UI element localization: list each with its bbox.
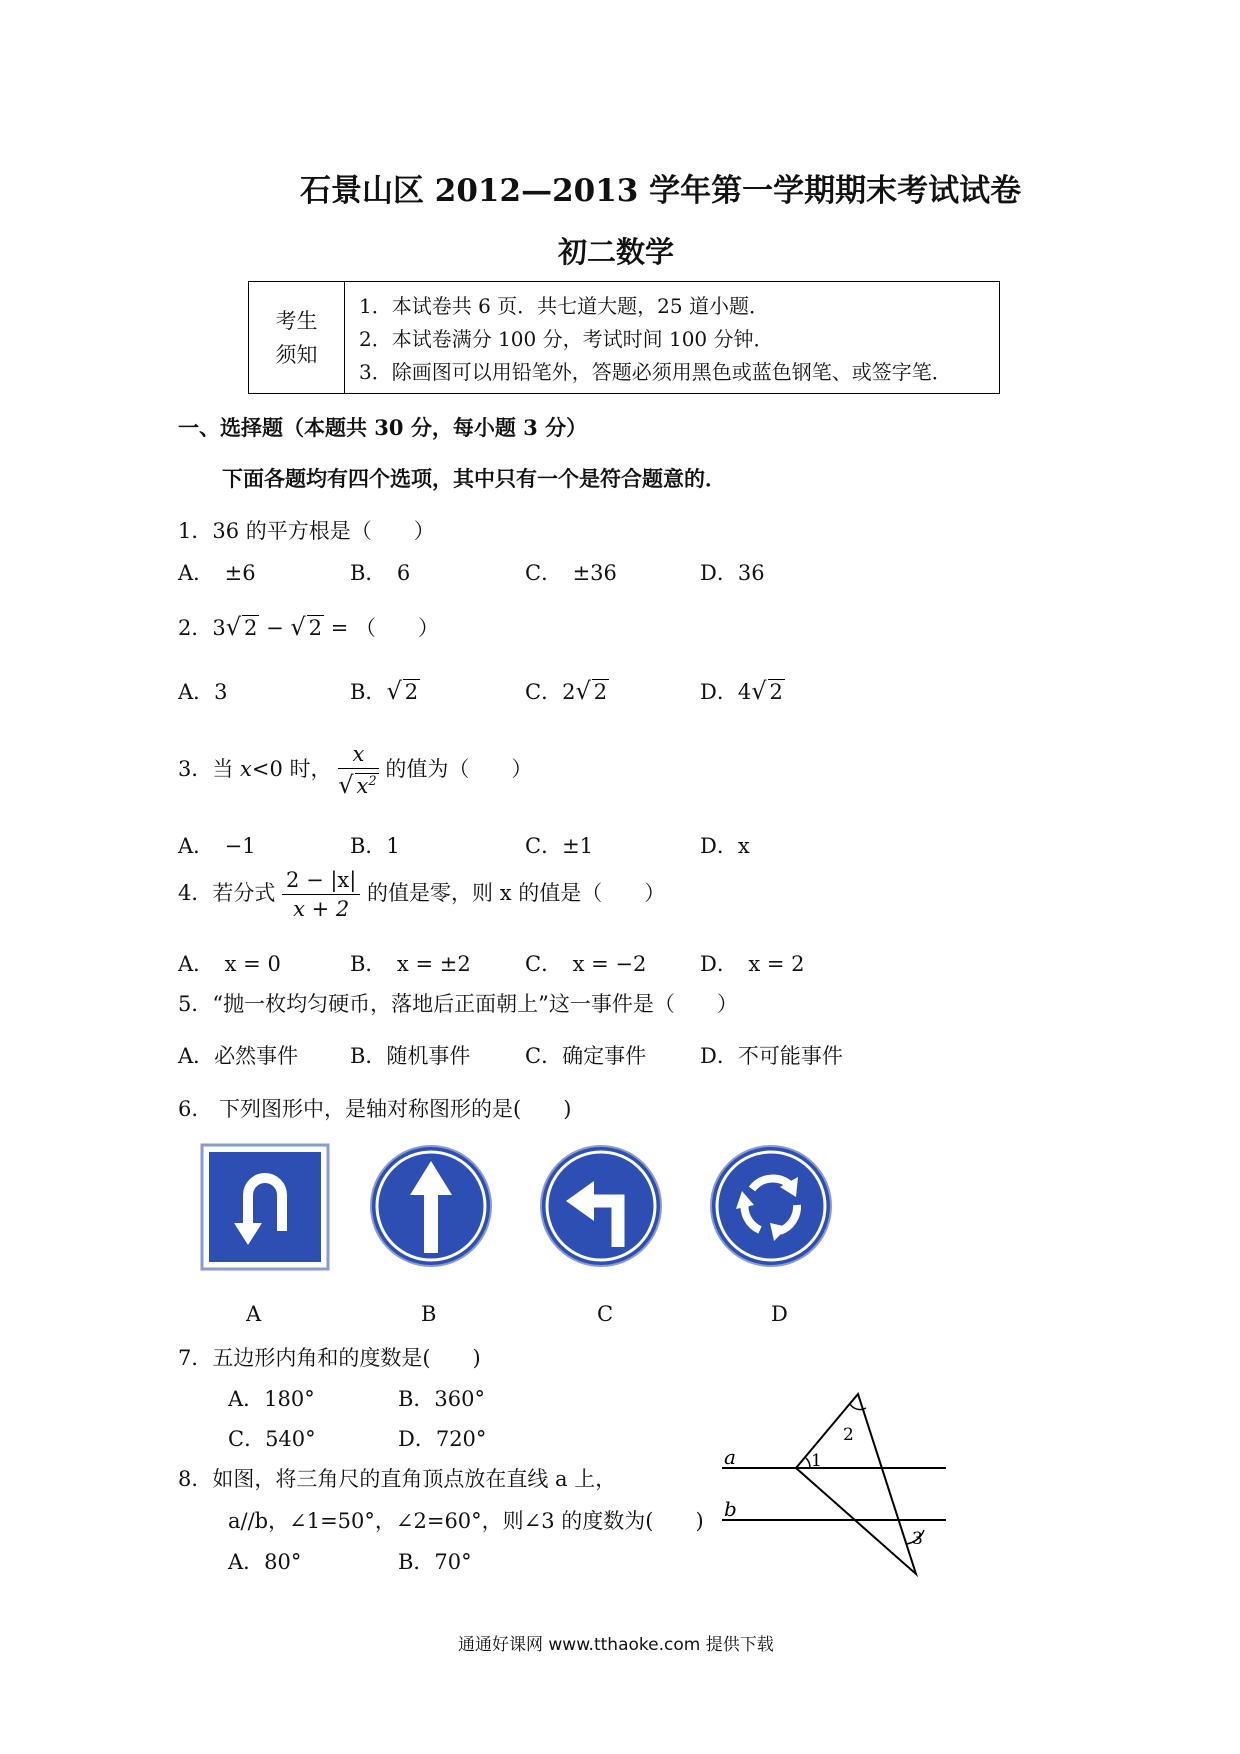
q1-option-a: A． ±6 bbox=[178, 561, 256, 585]
radical-sign: √ bbox=[290, 613, 306, 641]
q3-post: 的值为（ ） bbox=[385, 757, 533, 781]
q6-label-d: D bbox=[771, 1302, 788, 1326]
notice-label-line1: 考生 bbox=[275, 308, 318, 333]
label-angle-1: 1 bbox=[811, 1451, 822, 1471]
q2-eq: = （ ） bbox=[324, 616, 439, 640]
q2-option-c-label: C．2 bbox=[525, 680, 576, 704]
q3-numerator: x bbox=[338, 742, 378, 769]
q6-label-a: A bbox=[246, 1302, 262, 1326]
radical-sign: √ bbox=[751, 677, 767, 705]
label-a: a bbox=[724, 1445, 736, 1469]
q3-den-var: x bbox=[356, 774, 369, 798]
q8-option-b: B．70° bbox=[398, 1550, 472, 1574]
q4-pre: 4．若分式 bbox=[178, 881, 283, 905]
q3-option-d: D．x bbox=[700, 834, 750, 858]
q4-option-d: D． x = 2 bbox=[700, 952, 805, 976]
radical-sign: √ bbox=[386, 677, 402, 705]
q2-option-d bbox=[700, 676, 785, 706]
notice-box bbox=[248, 281, 1000, 394]
straight-ahead-sign-icon bbox=[368, 1143, 494, 1269]
q2-option-b bbox=[350, 676, 420, 706]
q2-radicand-2: 2 bbox=[308, 616, 323, 640]
q2-option-a: A．3 bbox=[178, 680, 228, 704]
q1-stem: 1．36 的平方根是（ ） bbox=[178, 519, 435, 543]
q2-option-b-radicand: 2 bbox=[404, 680, 419, 704]
q4-option-b: B． x = ±2 bbox=[350, 952, 471, 976]
section-instruction: 下面各题均有四个选项，其中只有一个是符合题意的． bbox=[222, 466, 726, 491]
notice-item: 3．除画图可以用铅笔外，答题必须用黑色或蓝色钢笔、或签字笔． bbox=[359, 360, 952, 384]
q7-option-b: B．360° bbox=[398, 1387, 486, 1411]
q4-denominator: x + 2 bbox=[293, 897, 350, 921]
roundabout-sign-icon bbox=[708, 1143, 834, 1269]
q7-stem: 7．五边形内角和的度数是( ) bbox=[178, 1346, 481, 1370]
q4-post: 的值是零，则 x 的值是（ ） bbox=[367, 881, 666, 905]
q2-num: 2．3 bbox=[178, 616, 226, 640]
q3-denominator bbox=[338, 769, 378, 799]
label-angle-3: 3 bbox=[912, 1529, 923, 1549]
q7-option-d: D．720° bbox=[398, 1427, 487, 1451]
triangle-ruler bbox=[796, 1394, 916, 1574]
q6-stem: 6. 下列图形中，是轴对称图形的是( ) bbox=[178, 1097, 572, 1121]
q8-stem-line1: 8．如图，将三角尺的直角顶点放在直线 a 上， bbox=[178, 1467, 617, 1491]
q2-stem bbox=[178, 612, 439, 642]
q3-var: x bbox=[240, 757, 252, 781]
u-turn-sign-icon bbox=[200, 1143, 330, 1271]
q4-fraction bbox=[282, 868, 360, 921]
q8-option-a: A．80° bbox=[228, 1550, 302, 1574]
q4-numerator: 2 − |x| bbox=[282, 868, 360, 895]
q8-stem-line2: a//b，∠1=50°，∠2=60°，则∠3 的度数为( ) bbox=[228, 1509, 704, 1533]
q5-option-b: B．随机事件 bbox=[350, 1044, 471, 1068]
q7-option-c: C．540° bbox=[228, 1427, 316, 1451]
q3-cond: <0 时， bbox=[251, 757, 332, 781]
q2-option-c bbox=[525, 676, 609, 706]
q4-stem bbox=[178, 868, 665, 921]
radical-sign: √ bbox=[338, 771, 354, 799]
q2-option-b-label: B． bbox=[350, 680, 387, 704]
q5-option-a: A．必然事件 bbox=[178, 1044, 299, 1068]
radical-sign: √ bbox=[575, 677, 591, 705]
parallel-lines-figure bbox=[710, 1388, 950, 1584]
q7-option-a: A．180° bbox=[228, 1387, 315, 1411]
notice-label-line2: 须知 bbox=[275, 342, 318, 367]
q1-option-b: B． 6 bbox=[350, 561, 411, 585]
q5-option-d: D．不可能事件 bbox=[700, 1044, 843, 1068]
exam-title: 石景山区 2012—2013 学年第一学期期末考试试卷 bbox=[300, 173, 1022, 209]
q6-label-c: C bbox=[597, 1302, 614, 1326]
q3-option-a: A． −1 bbox=[178, 834, 256, 858]
q3-radicand bbox=[355, 773, 379, 798]
q3-option-b: B．1 bbox=[350, 834, 400, 858]
q3-stem bbox=[178, 742, 532, 799]
notice-item: 2．本试卷满分 100 分，考试时间 100 分钟． bbox=[359, 327, 774, 351]
turn-left-sign-icon bbox=[538, 1143, 664, 1269]
q2-option-d-radicand: 2 bbox=[769, 680, 783, 704]
q3-fraction bbox=[338, 742, 378, 799]
notice-item: 1．本试卷共 6 页．共七道大题，25 道小题． bbox=[359, 294, 769, 318]
notice-label bbox=[249, 282, 345, 393]
q5-stem: 5．“抛一枚均匀硬币，落地后正面朝上”这一事件是（ ） bbox=[178, 992, 738, 1016]
q6-label-b: B bbox=[421, 1302, 437, 1326]
label-b: b bbox=[724, 1497, 737, 1521]
q5-option-c: C．确定事件 bbox=[525, 1044, 647, 1068]
q1-option-d: D．36 bbox=[700, 561, 765, 585]
q1-option-c: C． ±36 bbox=[525, 561, 617, 585]
radical-sign: √ bbox=[225, 613, 242, 641]
q4-option-c: C． x = −2 bbox=[525, 952, 647, 976]
q4-option-a: A． x = 0 bbox=[178, 952, 281, 976]
q2-radicand-1: 2 bbox=[244, 616, 258, 640]
q3-pre: 3．当 bbox=[178, 757, 241, 781]
q3-exponent: 2 bbox=[368, 774, 377, 789]
page-footer: 通通好课网 www.tthaoke.com 提供下载 bbox=[458, 1635, 774, 1655]
q2-option-d-label: D．4 bbox=[700, 680, 752, 704]
exam-subtitle: 初二数学 bbox=[558, 235, 675, 269]
section-heading: 一、选择题（本题共 30 分，每小题 3 分） bbox=[178, 415, 588, 440]
q2-minus: − bbox=[259, 616, 291, 640]
label-angle-2: 2 bbox=[843, 1425, 854, 1445]
q3-option-c: C．±1 bbox=[525, 834, 594, 858]
q2-option-c-radicand: 2 bbox=[593, 680, 608, 704]
